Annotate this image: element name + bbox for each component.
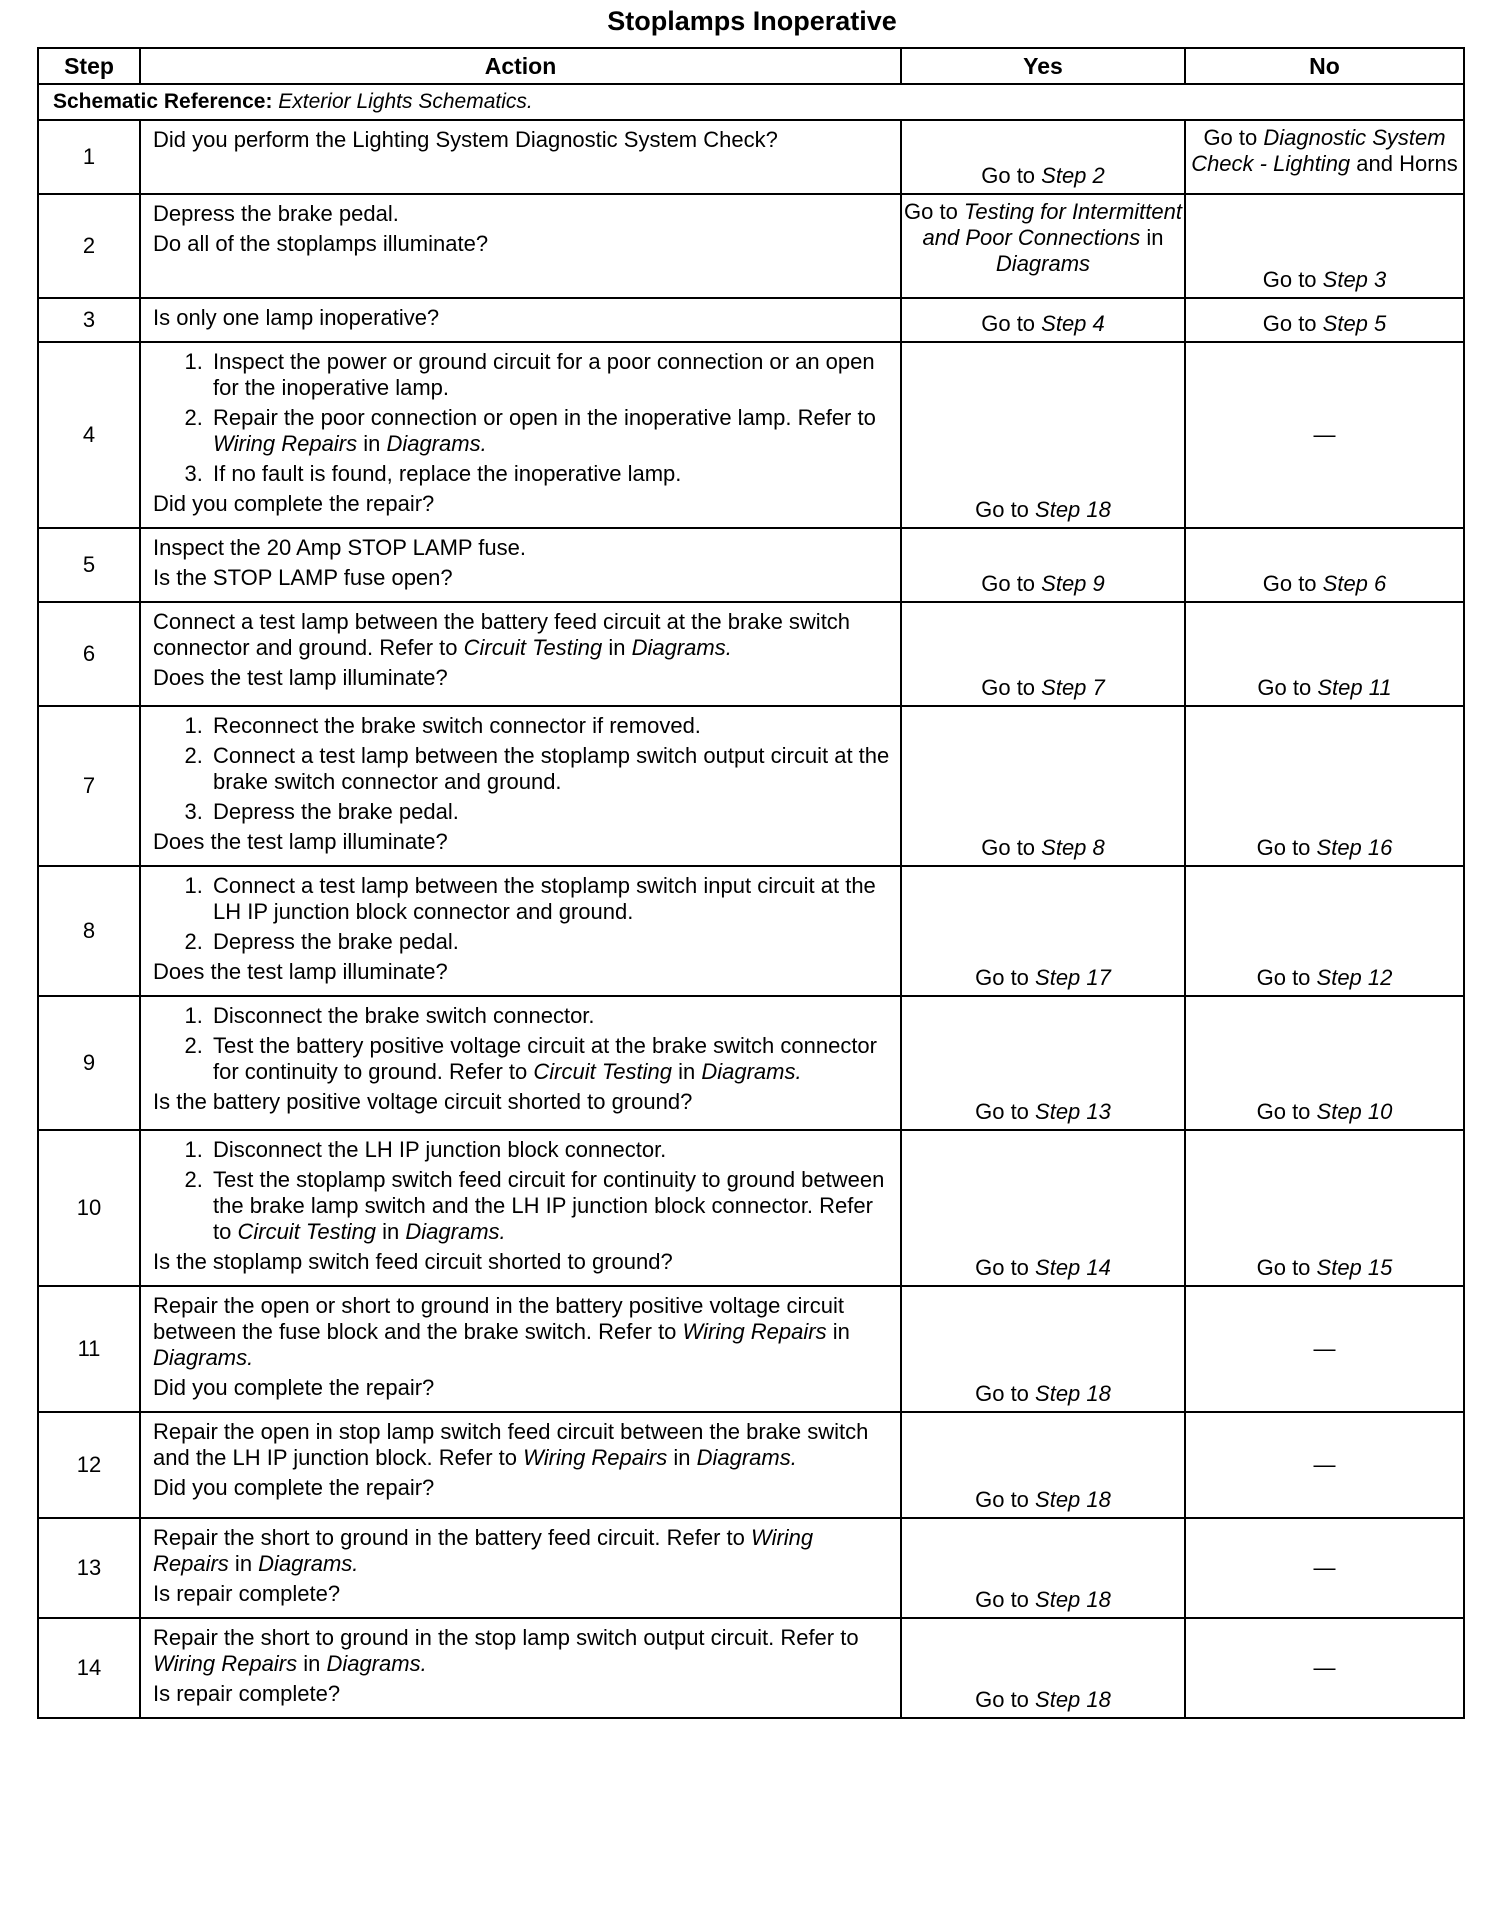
action-text <box>153 829 892 855</box>
yes-cell <box>901 298 1185 342</box>
go-to-text: Step 3 <box>1322 267 1387 292</box>
action-text-run: Does the test lamp illuminate? <box>153 829 448 854</box>
go-to-text: Go to <box>981 835 1042 860</box>
yes-cell <box>901 120 1185 194</box>
action-text-run: Repair the short to ground in the stop lamp switch output circuit. Refer to <box>153 1625 859 1650</box>
go-to-text: Go to <box>975 1381 1036 1406</box>
action-text-run: Is the stoplamp switch feed circuit shorted to ground? <box>153 1249 673 1274</box>
action-substep <box>209 1137 892 1163</box>
action-substeps <box>153 873 892 955</box>
page-title: Stoplamps Inoperative <box>607 6 897 36</box>
action-text <box>153 1419 892 1471</box>
header-row <box>38 48 1464 84</box>
action-text-run: Is the STOP LAMP fuse open? <box>153 565 453 590</box>
go-to-text: Step 12 <box>1316 965 1393 990</box>
action-text <box>153 1581 892 1607</box>
action-text-run: Does the test lamp illuminate? <box>153 665 448 690</box>
go-to-text: Step 18 <box>1035 1587 1111 1612</box>
action-text-run: in <box>376 1219 406 1244</box>
action-text-run: Diagrams. <box>631 635 732 660</box>
go-to-text: Step 7 <box>1041 675 1105 700</box>
header-yes: Yes <box>901 48 1185 84</box>
action-text <box>153 1525 892 1577</box>
go-to-link <box>902 311 1184 337</box>
action-text <box>153 127 892 153</box>
action-text-run: Is the battery positive voltage circuit shorted to ground? <box>153 1089 693 1114</box>
schematic-reference-label: Schematic Reference: <box>53 90 273 113</box>
header-no: No <box>1185 48 1464 84</box>
action-text-run: Do all of the stoplamps illuminate? <box>153 231 489 256</box>
action-text-run: Depress the brake pedal. <box>153 201 399 226</box>
action-text-run: in <box>667 1445 697 1470</box>
step-number: 2 <box>38 194 140 298</box>
schematic-reference-value: Exterior Lights Schematics. <box>278 90 533 113</box>
go-to-text: Step 18 <box>1035 1687 1111 1712</box>
schematic-reference <box>38 84 1464 120</box>
action-substeps <box>153 1003 892 1085</box>
action-substep <box>209 405 892 457</box>
action-substep <box>209 799 892 825</box>
table-row <box>38 120 1464 194</box>
action-text-run: Circuit Testing <box>237 1219 377 1244</box>
go-to-text: Go to <box>975 1687 1036 1712</box>
go-to-link <box>902 1487 1184 1513</box>
action-text <box>153 565 892 591</box>
action-cell <box>140 996 901 1130</box>
yes-cell <box>901 996 1185 1130</box>
action-cell <box>140 1412 901 1518</box>
go-to-text: Go to <box>1256 965 1317 990</box>
action-text-run: in <box>602 635 632 660</box>
table-row <box>38 996 1464 1130</box>
action-substep <box>209 873 892 925</box>
go-to-text: Go to <box>1256 1099 1317 1124</box>
step-number: 11 <box>38 1286 140 1412</box>
action-text-run: Connect a test lamp between the stoplamp switch output circuit at the brake switch connector and ground. <box>213 743 890 794</box>
action-text <box>153 609 892 661</box>
no-cell <box>1185 528 1464 602</box>
action-text-run: Diagrams. <box>696 1445 797 1470</box>
action-substep <box>209 1003 892 1029</box>
action-cell <box>140 194 901 298</box>
step-number: 1 <box>38 120 140 194</box>
action-text-run: Repair the poor connection or open in the inoperative lamp. Refer to <box>213 405 876 430</box>
action-cell <box>140 866 901 996</box>
action-text-run: If no fault is found, replace the inoperative lamp. <box>213 461 682 486</box>
no-action-dash: — <box>1313 1452 1336 1477</box>
go-to-text: Go to <box>1256 835 1317 860</box>
step-number: 12 <box>38 1412 140 1518</box>
yes-cell <box>901 1286 1185 1412</box>
action-text-run: Depress the brake pedal. <box>213 799 459 824</box>
action-substeps <box>153 349 892 487</box>
step-number: 5 <box>38 528 140 602</box>
yes-cell <box>901 706 1185 866</box>
table-row <box>38 528 1464 602</box>
action-text-run: Is only one lamp inoperative? <box>153 305 440 330</box>
table-row <box>38 1518 1464 1618</box>
yes-cell <box>901 1412 1185 1518</box>
action-text-run: Wiring Repairs <box>153 1525 814 1576</box>
action-text-run: Disconnect the LH IP junction block connector. <box>213 1137 667 1162</box>
go-to-text: Go to <box>1203 125 1264 150</box>
step-number: 3 <box>38 298 140 342</box>
step-number: 8 <box>38 866 140 996</box>
action-text <box>153 1293 892 1371</box>
action-text-run: Diagrams. <box>258 1551 359 1576</box>
yes-cell <box>901 342 1185 528</box>
go-to-link <box>1186 311 1463 337</box>
go-to-text: Go to <box>904 199 964 224</box>
action-text <box>153 1375 892 1401</box>
action-substep <box>209 1033 892 1085</box>
go-to-text: and Horns <box>1350 151 1458 176</box>
step-number: 6 <box>38 602 140 706</box>
go-to-link <box>1186 835 1463 861</box>
action-text-run: Diagrams. <box>153 1345 254 1370</box>
go-to-text: Testing for Intermittent and Poor Connections <box>922 199 1182 250</box>
action-cell <box>140 1618 901 1718</box>
action-text <box>153 1089 892 1115</box>
action-text-run: Wiring Repairs <box>523 1445 668 1470</box>
action-text-run: Repair the short to ground in the battery feed circuit. Refer to <box>153 1525 751 1550</box>
action-text <box>153 959 892 985</box>
no-cell <box>1185 996 1464 1130</box>
table-row <box>38 298 1464 342</box>
no-cell <box>1185 1618 1464 1718</box>
action-text-run: Circuit Testing <box>533 1059 672 1084</box>
go-to-text: Go to <box>975 497 1036 522</box>
action-text-run: Wiring Repairs <box>153 1651 298 1676</box>
no-cell <box>1185 194 1464 298</box>
go-to-text: Go to <box>1256 1255 1317 1280</box>
go-to-text: Go to <box>1262 571 1323 596</box>
action-text-run: Does the test lamp illuminate? <box>153 959 448 984</box>
action-text-run: Is repair complete? <box>153 1681 341 1706</box>
go-to-link <box>1186 965 1463 991</box>
action-substeps <box>153 1137 892 1245</box>
yes-cell <box>901 866 1185 996</box>
action-text <box>153 201 892 227</box>
go-to-text: Step 14 <box>1035 1255 1111 1280</box>
go-to-link <box>1186 267 1463 293</box>
no-cell <box>1185 1130 1464 1286</box>
go-to-text: Go to <box>981 675 1042 700</box>
action-text-run: Repair the open in stop lamp switch feed circuit between the brake switch and the LH IP junction block. Refer to <box>153 1419 869 1470</box>
header-action: Action <box>140 48 901 84</box>
go-to-text: Step 8 <box>1041 835 1105 860</box>
yes-cell <box>901 194 1185 298</box>
go-to-link <box>1186 571 1463 597</box>
go-to-link <box>1186 125 1463 177</box>
go-to-link <box>1186 1099 1463 1125</box>
diagnostic-table <box>37 47 1465 1719</box>
action-text <box>153 1249 892 1275</box>
go-to-text: Step 17 <box>1035 965 1111 990</box>
table-row <box>38 342 1464 528</box>
action-text <box>153 1681 892 1707</box>
table-row <box>38 1618 1464 1718</box>
action-cell <box>140 120 901 194</box>
go-to-text: Step 13 <box>1035 1099 1111 1124</box>
action-cell <box>140 528 901 602</box>
action-text <box>153 665 892 691</box>
action-substep <box>209 743 892 795</box>
no-cell <box>1185 120 1464 194</box>
action-cell <box>140 1518 901 1618</box>
go-to-text: Diagnostic System Check - Lighting <box>1191 125 1446 176</box>
go-to-text: Step 18 <box>1035 1487 1111 1512</box>
go-to-text: Diagrams <box>995 251 1091 276</box>
no-action-dash: — <box>1313 1336 1336 1361</box>
action-text-run: Did you complete the repair? <box>153 1475 435 1500</box>
table-row <box>38 706 1464 866</box>
go-to-text: in <box>1140 225 1164 250</box>
action-text-run: Inspect the 20 Amp STOP LAMP fuse. <box>153 535 526 560</box>
action-text <box>153 1625 892 1677</box>
go-to-text: Step 16 <box>1316 835 1393 860</box>
go-to-text: Step 18 <box>1035 1381 1111 1406</box>
go-to-link <box>902 571 1184 597</box>
action-text <box>153 535 892 561</box>
go-to-text: Step 4 <box>1041 311 1105 336</box>
action-text-run: Test the stoplamp switch feed circuit for continuity to ground between the brake lamp switch and the LH IP junction block connector. Refer to <box>213 1167 885 1244</box>
no-cell <box>1185 602 1464 706</box>
no-cell <box>1185 342 1464 528</box>
action-text-run: Diagrams. <box>405 1219 506 1244</box>
action-substep <box>209 929 892 955</box>
action-text-run: Diagrams. <box>326 1651 427 1676</box>
go-to-link <box>902 163 1184 189</box>
go-to-text: Step 18 <box>1035 497 1111 522</box>
action-substep <box>209 713 892 739</box>
go-to-text: Go to <box>981 311 1042 336</box>
go-to-text: Go to <box>975 965 1036 990</box>
go-to-text: Step 9 <box>1041 571 1105 596</box>
action-text <box>153 491 892 517</box>
action-text-run: in <box>357 431 387 456</box>
action-text-run: Diagrams. <box>701 1059 802 1084</box>
go-to-link <box>902 1099 1184 1125</box>
schematic-reference-row <box>38 84 1464 120</box>
go-to-text: Go to <box>975 1487 1036 1512</box>
action-text-run: in <box>228 1551 259 1576</box>
header-step: Step <box>38 48 140 84</box>
action-text-run: Did you perform the Lighting System Diagnostic System Check? <box>153 127 778 152</box>
go-to-link <box>902 1587 1184 1613</box>
table-row <box>38 194 1464 298</box>
no-cell <box>1185 706 1464 866</box>
table-row <box>38 866 1464 996</box>
action-text-run: Reconnect the brake switch connector if removed. <box>213 713 701 738</box>
action-text-run: Inspect the power or ground circuit for a poor connection or an open for the inoperative lamp. <box>213 349 875 400</box>
action-text-run: Disconnect the brake switch connector. <box>213 1003 595 1028</box>
action-text <box>153 231 892 257</box>
action-substep <box>209 1167 892 1245</box>
action-text <box>153 305 892 331</box>
go-to-text: Step 6 <box>1322 571 1387 596</box>
action-text-run: Wiring Repairs <box>213 431 358 456</box>
step-number: 13 <box>38 1518 140 1618</box>
yes-cell <box>901 1518 1185 1618</box>
action-substep <box>209 349 892 401</box>
go-to-link <box>902 1255 1184 1281</box>
no-cell <box>1185 866 1464 996</box>
step-number: 10 <box>38 1130 140 1286</box>
no-cell <box>1185 1412 1464 1518</box>
go-to-text: Go to <box>975 1587 1036 1612</box>
go-to-link <box>902 1687 1184 1713</box>
action-text-run: in <box>826 1319 850 1344</box>
no-cell <box>1185 1286 1464 1412</box>
table-row <box>38 1412 1464 1518</box>
go-to-text: Go to <box>1257 675 1318 700</box>
action-text-run: Is repair complete? <box>153 1581 341 1606</box>
step-number: 14 <box>38 1618 140 1718</box>
yes-cell <box>901 1618 1185 1718</box>
no-action-dash: — <box>1313 1655 1336 1680</box>
go-to-text: Step 5 <box>1322 311 1387 336</box>
go-to-text: Go to <box>981 163 1042 188</box>
no-cell <box>1185 1518 1464 1618</box>
step-number: 7 <box>38 706 140 866</box>
step-number: 9 <box>38 996 140 1130</box>
table-row <box>38 1130 1464 1286</box>
action-cell <box>140 298 901 342</box>
go-to-link <box>1186 1255 1463 1281</box>
no-cell <box>1185 298 1464 342</box>
go-to-text: Step 11 <box>1317 675 1392 700</box>
action-cell <box>140 342 901 528</box>
go-to-text: Step 2 <box>1041 163 1105 188</box>
action-text-run: Diagrams. <box>386 431 487 456</box>
action-cell <box>140 602 901 706</box>
go-to-link <box>902 497 1184 523</box>
go-to-text: Step 10 <box>1316 1099 1393 1124</box>
go-to-link <box>902 965 1184 991</box>
action-text-run: Did you complete the repair? <box>153 1375 435 1400</box>
go-to-link <box>902 835 1184 861</box>
action-cell <box>140 1286 901 1412</box>
action-substep <box>209 461 892 487</box>
no-action-dash: — <box>1313 1555 1336 1580</box>
no-action-dash: — <box>1313 422 1336 447</box>
go-to-link <box>902 1381 1184 1407</box>
go-to-text: Go to <box>1262 311 1323 336</box>
go-to-link <box>1186 675 1463 701</box>
table-row <box>38 602 1464 706</box>
action-text-run: Wiring Repairs <box>682 1319 827 1344</box>
action-text-run: in <box>671 1059 702 1084</box>
step-number: 4 <box>38 342 140 528</box>
go-to-text: Go to <box>975 1255 1036 1280</box>
action-text-run: Did you complete the repair? <box>153 491 435 516</box>
action-text <box>153 1475 892 1501</box>
go-to-text: Step 15 <box>1316 1255 1393 1280</box>
action-text-run: Depress the brake pedal. <box>213 929 459 954</box>
action-text-run: Repair the open or short to ground in the battery positive voltage circuit between the fuse block and the brake switch. Refer to <box>153 1293 844 1344</box>
yes-cell <box>901 602 1185 706</box>
action-substeps <box>153 713 892 825</box>
action-text-run: Connect a test lamp between the stoplamp switch input circuit at the LH IP junction block connector and ground. <box>213 873 876 924</box>
table-row <box>38 1286 1464 1412</box>
go-to-link <box>902 199 1184 277</box>
action-text-run: Circuit Testing <box>463 635 603 660</box>
action-text-run: in <box>297 1651 327 1676</box>
action-cell <box>140 706 901 866</box>
yes-cell <box>901 1130 1185 1286</box>
action-text-run: Test the battery positive voltage circuit at the brake switch connector for continuity to ground. Refer to <box>213 1033 877 1084</box>
go-to-link <box>902 675 1184 701</box>
yes-cell <box>901 528 1185 602</box>
go-to-text: Go to <box>975 1099 1036 1124</box>
action-text-run: Connect a test lamp between the battery feed circuit at the brake switch connector and ground. Refer to <box>153 609 851 660</box>
go-to-text: Go to <box>981 571 1042 596</box>
go-to-text: Go to <box>1262 267 1323 292</box>
action-cell <box>140 1130 901 1286</box>
